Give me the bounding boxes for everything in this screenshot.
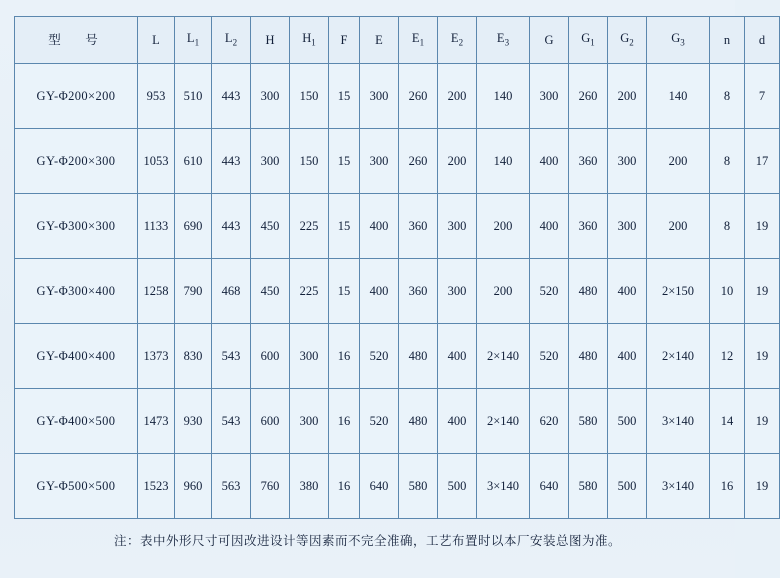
- cell-value: 520: [530, 259, 569, 324]
- cell-value: 580: [399, 454, 438, 519]
- cell-value: 3×140: [647, 454, 710, 519]
- cell-value: 1258: [138, 259, 175, 324]
- column-header-G3: $G_3$: [647, 17, 710, 64]
- cell-value: 150: [290, 64, 329, 129]
- cell-value: 580: [569, 454, 608, 519]
- cell-value: 2×140: [477, 389, 530, 454]
- cell-model: GY-Φ200×300: [15, 129, 138, 194]
- cell-value: 200: [477, 194, 530, 259]
- column-header-L1: $L_1$: [175, 17, 212, 64]
- cell-value: 563: [212, 454, 251, 519]
- table-body: [15, 64, 780, 519]
- cell-value: 400: [608, 324, 647, 389]
- cell-value: 8: [710, 129, 745, 194]
- cell-value: 400: [438, 324, 477, 389]
- cell-value: 16: [710, 454, 745, 519]
- cell-value: 510: [175, 64, 212, 129]
- cell-value: 200: [438, 129, 477, 194]
- cell-value: 1473: [138, 389, 175, 454]
- cell-value: 300: [251, 129, 290, 194]
- cell-value: 7: [745, 64, 780, 129]
- cell-value: 830: [175, 324, 212, 389]
- table-note: 注：表中外形尺寸可因改进设计等因素而不完全准确，工艺布置时以本厂安装总图为准。: [113, 534, 621, 548]
- cell-value: 690: [175, 194, 212, 259]
- cell-value: 200: [477, 259, 530, 324]
- cell-value: 1523: [138, 454, 175, 519]
- cell-value: 8: [710, 64, 745, 129]
- cell-value: 140: [477, 64, 530, 129]
- cell-model: GY-Φ300×300: [15, 194, 138, 259]
- column-header-L: L: [138, 17, 175, 64]
- cell-value: 3×140: [477, 454, 530, 519]
- cell-value: 260: [399, 64, 438, 129]
- cell-value: 15: [329, 194, 360, 259]
- cell-value: 480: [399, 389, 438, 454]
- cell-model: GY-Φ400×500: [15, 389, 138, 454]
- cell-value: 520: [360, 324, 399, 389]
- cell-value: 300: [438, 259, 477, 324]
- cell-value: 400: [438, 389, 477, 454]
- table-row: [15, 389, 780, 454]
- cell-value: 19: [745, 259, 780, 324]
- cell-value: 1373: [138, 324, 175, 389]
- cell-value: 500: [608, 454, 647, 519]
- cell-value: 16: [329, 389, 360, 454]
- cell-value: 300: [290, 389, 329, 454]
- specification-table: [14, 16, 780, 519]
- cell-value: 500: [608, 389, 647, 454]
- cell-value: 760: [251, 454, 290, 519]
- cell-value: 380: [290, 454, 329, 519]
- cell-value: 360: [569, 194, 608, 259]
- column-header-E1: $E_1$: [399, 17, 438, 64]
- cell-value: 300: [530, 64, 569, 129]
- cell-value: 400: [530, 194, 569, 259]
- cell-value: 260: [569, 64, 608, 129]
- table-header: [15, 17, 780, 64]
- cell-value: 14: [710, 389, 745, 454]
- cell-value: 10: [710, 259, 745, 324]
- cell-value: 300: [251, 64, 290, 129]
- cell-value: 543: [212, 324, 251, 389]
- cell-value: 360: [399, 194, 438, 259]
- cell-value: 15: [329, 129, 360, 194]
- cell-value: 19: [745, 324, 780, 389]
- cell-value: 15: [329, 64, 360, 129]
- table-row: [15, 64, 780, 129]
- cell-value: 640: [360, 454, 399, 519]
- cell-value: 1133: [138, 194, 175, 259]
- cell-value: 400: [608, 259, 647, 324]
- cell-model: GY-Φ200×200: [15, 64, 138, 129]
- cell-value: 300: [360, 129, 399, 194]
- column-header-E: E: [360, 17, 399, 64]
- cell-value: 400: [360, 194, 399, 259]
- cell-value: 520: [360, 389, 399, 454]
- cell-value: 150: [290, 129, 329, 194]
- column-header-G2: $G_2$: [608, 17, 647, 64]
- cell-value: 225: [290, 259, 329, 324]
- cell-value: 300: [608, 129, 647, 194]
- cell-value: 400: [360, 259, 399, 324]
- cell-value: 19: [745, 454, 780, 519]
- cell-value: 610: [175, 129, 212, 194]
- table-row: [15, 129, 780, 194]
- cell-value: 930: [175, 389, 212, 454]
- cell-value: 600: [251, 324, 290, 389]
- cell-value: 2×140: [647, 324, 710, 389]
- cell-value: 468: [212, 259, 251, 324]
- column-header-F: F: [329, 17, 360, 64]
- column-header-d: d: [745, 17, 780, 64]
- cell-value: 450: [251, 259, 290, 324]
- cell-model: GY-Φ400×400: [15, 324, 138, 389]
- cell-value: 140: [477, 129, 530, 194]
- cell-value: 443: [212, 194, 251, 259]
- cell-value: 200: [438, 64, 477, 129]
- cell-value: 443: [212, 64, 251, 129]
- cell-value: 225: [290, 194, 329, 259]
- cell-value: 200: [647, 129, 710, 194]
- cell-value: 580: [569, 389, 608, 454]
- cell-value: 960: [175, 454, 212, 519]
- cell-value: 17: [745, 129, 780, 194]
- cell-value: 443: [212, 129, 251, 194]
- cell-value: 450: [251, 194, 290, 259]
- cell-value: 300: [608, 194, 647, 259]
- cell-model: GY-Φ300×400: [15, 259, 138, 324]
- column-header-H: H: [251, 17, 290, 64]
- cell-value: 200: [608, 64, 647, 129]
- cell-value: 360: [569, 129, 608, 194]
- column-header-H1: $H_1$: [290, 17, 329, 64]
- cell-value: 300: [290, 324, 329, 389]
- table-row: [15, 259, 780, 324]
- column-header-L2: $L_2$: [212, 17, 251, 64]
- column-header-G: G: [530, 17, 569, 64]
- cell-value: 300: [438, 194, 477, 259]
- cell-value: 140: [647, 64, 710, 129]
- cell-value: 953: [138, 64, 175, 129]
- cell-value: 640: [530, 454, 569, 519]
- cell-value: 790: [175, 259, 212, 324]
- column-header-n: n: [710, 17, 745, 64]
- cell-value: 500: [438, 454, 477, 519]
- column-header-E3: $E_3$: [477, 17, 530, 64]
- cell-value: 480: [569, 259, 608, 324]
- cell-model: GY-Φ500×500: [15, 454, 138, 519]
- header-row: [15, 17, 780, 64]
- table-row: [15, 454, 780, 519]
- cell-value: 480: [399, 324, 438, 389]
- cell-value: 620: [530, 389, 569, 454]
- cell-value: 2×150: [647, 259, 710, 324]
- cell-value: 400: [530, 129, 569, 194]
- cell-value: 19: [745, 194, 780, 259]
- cell-value: 2×140: [477, 324, 530, 389]
- cell-value: 300: [360, 64, 399, 129]
- cell-value: 480: [569, 324, 608, 389]
- cell-value: 600: [251, 389, 290, 454]
- cell-value: 360: [399, 259, 438, 324]
- table-row: [15, 324, 780, 389]
- cell-value: 19: [745, 389, 780, 454]
- cell-value: 260: [399, 129, 438, 194]
- cell-value: 200: [647, 194, 710, 259]
- column-header-G1: $G_1$: [569, 17, 608, 64]
- cell-value: 15: [329, 259, 360, 324]
- cell-value: 16: [329, 324, 360, 389]
- cell-value: 16: [329, 454, 360, 519]
- column-header-model: 型 号: [15, 17, 138, 64]
- cell-value: 12: [710, 324, 745, 389]
- cell-value: 520: [530, 324, 569, 389]
- cell-value: 3×140: [647, 389, 710, 454]
- column-header-E2: $E_2$: [438, 17, 477, 64]
- cell-value: 8: [710, 194, 745, 259]
- table-row: [15, 194, 780, 259]
- cell-value: 543: [212, 389, 251, 454]
- cell-value: 1053: [138, 129, 175, 194]
